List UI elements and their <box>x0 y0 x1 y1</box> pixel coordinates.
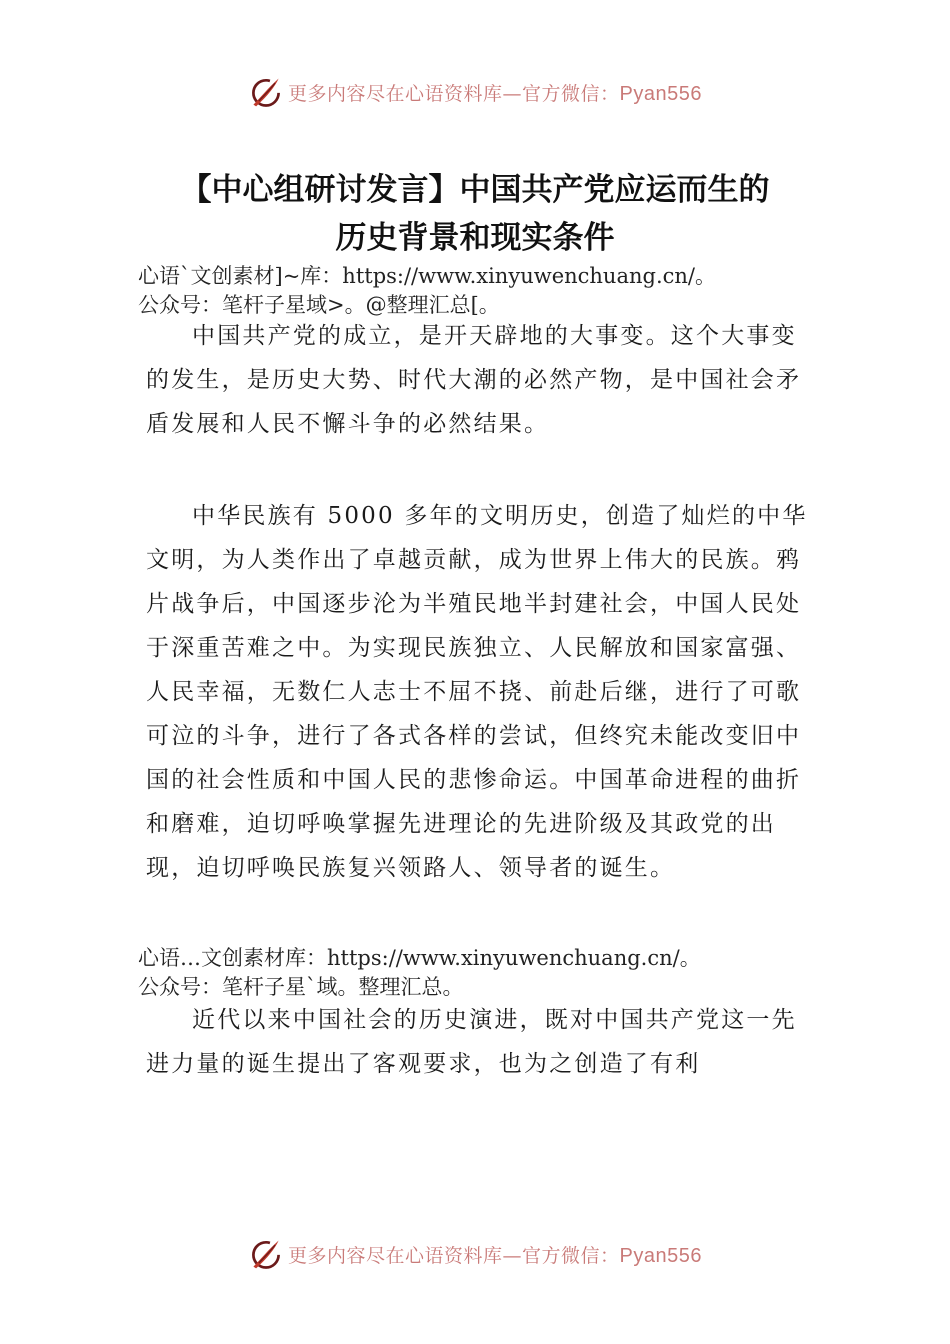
title-line-1: 【中心组研讨发言】中国共产党应运而生的 <box>180 172 770 208</box>
footer-wechat-id: Pyan556 <box>619 1244 702 1267</box>
paragraph-2: 中华民族有 5000 多年的文明历史，创造了灿烂的中华文明，为人类作出了卓越贡献，成为世界上伟大的民族。鸦片战争后，中国逐步沦为半殖民地半封建社会，中国人民处于深重苦难之中。为实现民族独立、人民解放和国家富强、人民幸福，无数仁人志士不屈不挠、前赴后继，进行了可歌可泣的斗争，进行了各式各样的尝试，但终究未能改变旧中国的社会性质和中国人民的悲惨命运。中国革命进程的曲折和磨难，迫切呼唤掌握先进理论的先进阶级及其政党的出现，迫切呼唤民族复兴领路人、领导者的诞生。 <box>146 503 808 881</box>
header-wechat-id: Pyan556 <box>619 82 702 105</box>
title-line-2: 历史背景和现实条件 <box>335 220 615 256</box>
header-banner-label: 更多内容尽在心语资料库—官方微信： <box>288 82 620 105</box>
source-note-2 <box>138 944 828 1002</box>
footer-banner <box>0 1234 950 1274</box>
footer-banner-label: 更多内容尽在心语资料库—官方微信： <box>288 1244 620 1267</box>
paragraph-1: 中国共产党的成立，是开天辟地的大事变。这个大事变的发生，是历史大势、时代大潮的必然产物，是中国社会矛盾发展和人民不懈斗争的必然结果。 <box>146 323 802 437</box>
brush-logo-icon <box>248 74 284 110</box>
footer-banner-text <box>288 1241 702 1268</box>
source-note-1-line-1: 心语`文创素材]~库：https://www.xinyuwenchuang.cn/。 <box>138 264 716 288</box>
source-note-2-line-1: 心语…文创素材库：https://www.xinyuwenchuang.cn/。 <box>138 946 701 970</box>
document-title <box>0 166 950 262</box>
header-banner <box>0 72 950 112</box>
source-note-1 <box>138 262 828 320</box>
header-banner-text <box>288 79 702 106</box>
paragraph-3: 近代以来中国社会的历史演进，既对中国共产党这一先进力量的诞生提出了客观要求，也为之创造了有利 <box>146 1007 797 1077</box>
source-note-2-line-2: 公众号：笔杆子星`域。整理汇总。 <box>138 975 464 999</box>
brush-logo-icon <box>248 1236 284 1272</box>
source-note-1-line-2: 公众号：笔杆子星域>。@整理汇总[。 <box>138 293 500 317</box>
